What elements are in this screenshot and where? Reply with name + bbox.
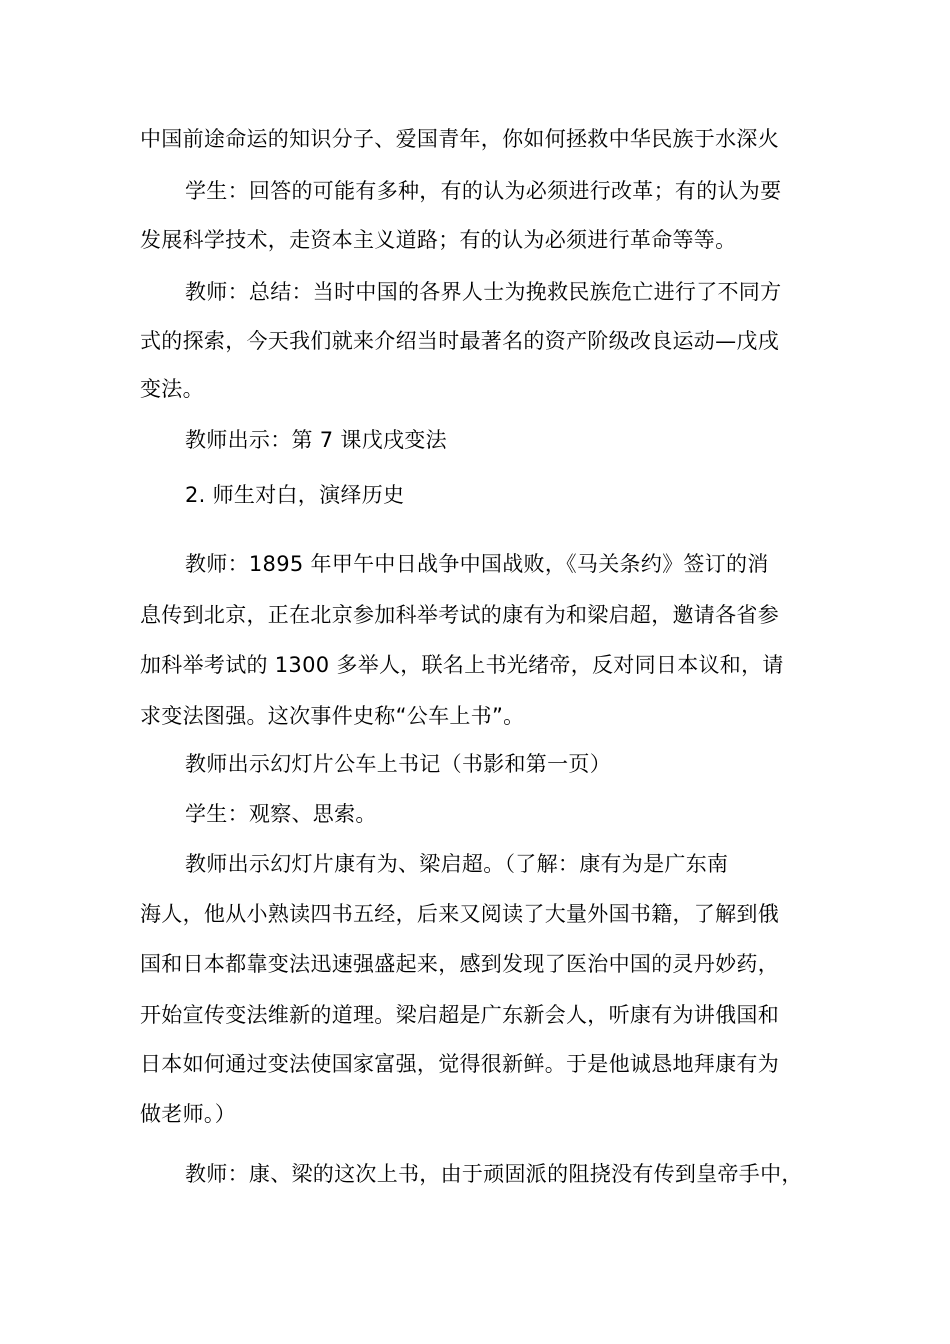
- text-line: 学生：观察、思索。: [185, 802, 377, 826]
- text-line: 海人，他从小熟读四书五经，后来又阅读了大量外国书籍，了解到俄: [140, 902, 779, 926]
- text-line: 国和日本都靠变法迅速强盛起来，感到发现了医治中国的灵丹妙药，: [140, 952, 779, 976]
- text-line: 式的探索，今天我们就来介绍当时最著名的资产阶级改良运动—戊戌: [140, 329, 779, 353]
- text-line: 日本如何通过变法使国家富强，觉得很新鲜。于是他诚恳地拜康有为: [140, 1052, 779, 1076]
- text-line: 求变法图强。这次事件史称“公车上书”。: [140, 704, 525, 728]
- text-line: 教师：总结：当时中国的各界人士为挽救民族危亡进行了不同方: [185, 280, 782, 304]
- text-line: 开始宣传变法维新的道理。梁启超是广东新会人，听康有为讲俄国和: [140, 1003, 779, 1027]
- text-line: 中国前途命运的知识分子、爱国青年，你如何拯救中华民族于水深火: [140, 127, 779, 151]
- text-line: 做老师。）: [140, 1102, 236, 1126]
- section-heading: 2. 师生对白，演绎历史: [185, 483, 405, 507]
- text-line: 教师出示：第 7 课戊戌变法: [185, 428, 447, 452]
- text-line: 变法。: [140, 377, 204, 401]
- text-line: 教师出示幻灯片公车上书记（书影和第一页）: [185, 752, 611, 776]
- text-line: 教师出示幻灯片康有为、梁启超。（了解：康有为是广东南: [185, 852, 729, 876]
- text-line: 发展科学技术，走资本主义道路；有的认为必须进行革命等等。: [140, 228, 737, 252]
- text-line: 息传到北京，正在北京参加科举考试的康有为和梁启超，邀请各省参: [140, 603, 779, 627]
- text-line: 加科举考试的 1300 多举人，联名上书光绪帝，反对同日本议和，请: [140, 653, 784, 677]
- text-line: 学生：回答的可能有多种，有的认为必须进行改革；有的认为要: [185, 179, 782, 203]
- text-line: 教师：康、梁的这次上书，由于顽固派的阻挠没有传到皇帝手中，: [185, 1162, 803, 1186]
- text-line: 教师：1895 年甲午中日战争中国战败，《马关条约》签订的消: [185, 552, 769, 576]
